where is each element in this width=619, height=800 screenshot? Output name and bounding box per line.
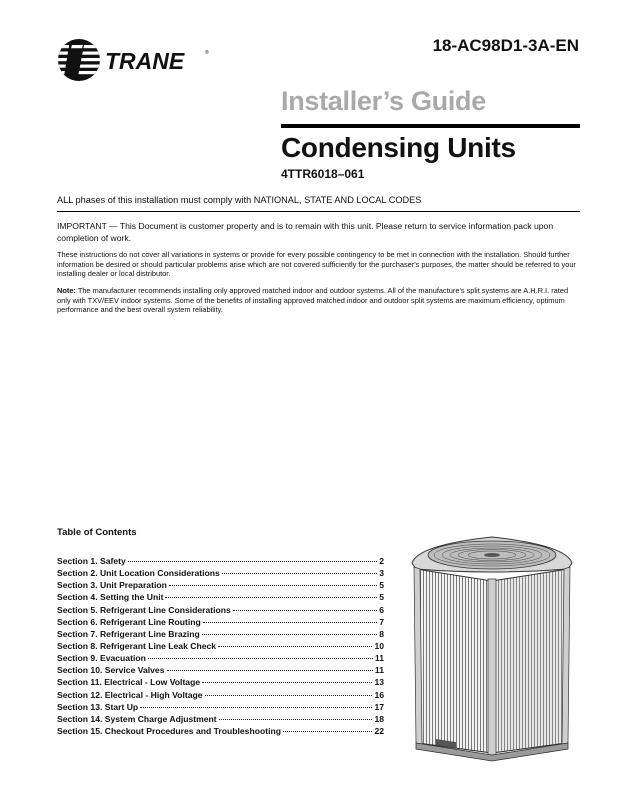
toc-entry-page: 10 [374, 640, 384, 651]
toc-entry[interactable] [57, 702, 384, 714]
toc-entry[interactable] [57, 629, 384, 641]
document-number: 18-AC98D1-3A-EN [432, 36, 579, 55]
toc-leader-dots [203, 622, 378, 623]
note-label: Note: [57, 286, 76, 295]
toc-leader-dots [233, 610, 377, 611]
toc-entry[interactable] [57, 568, 384, 580]
toc-entry-label: Section 3. Unit Preparation [57, 580, 167, 591]
toc-entry-label: Section 12. Electrical - High Voltage [57, 689, 203, 700]
svg-text:®: ® [205, 50, 209, 56]
toc-entry[interactable] [57, 665, 384, 677]
toc-entry-page: 11 [374, 665, 384, 676]
toc-entry-page: 6 [379, 604, 384, 615]
toc-entry[interactable] [57, 592, 384, 604]
toc-entry-page: 2 [379, 556, 384, 566]
toc-entry-page: 7 [379, 616, 384, 627]
toc-entry-page: 22 [374, 725, 384, 736]
note-paragraph [57, 286, 580, 315]
table-of-contents [57, 556, 384, 738]
note-text: The manufacturer recommends installing only approved matched indoor and outdoor systems. All of the manufacture's split systems are A.H.R.I. rated only with TXV/EEV indoor systems. Some of the benefits of installing approved matched indoor and outdoor split systems are maximum efficiency, optimum performance and the best overall system reliability. [57, 286, 569, 315]
toc-leader-dots [167, 670, 373, 671]
toc-leader-dots [222, 573, 377, 574]
toc-entry-page: 5 [379, 580, 384, 591]
toc-entry-label: Section 13. Start Up [57, 701, 139, 712]
toc-entry-label: Section 1. Safety [57, 556, 126, 566]
toc-title: Table of Contents [57, 527, 137, 538]
toc-leader-dots [148, 658, 373, 659]
toc-leader-dots [219, 719, 373, 720]
toc-entry[interactable] [57, 653, 384, 665]
toc-entry-page: 8 [379, 628, 384, 639]
toc-entry-label: Section 5. Refrigerant Line Considerations [57, 604, 231, 615]
toc-entry-label: Section 15. Checkout Procedures and Troubleshooting [57, 725, 281, 736]
toc-entry-label: Section 4. Setting the Unit [57, 592, 164, 603]
condensing-unit-illustration [398, 523, 586, 763]
toc-entry-page: 11 [374, 653, 384, 664]
toc-entry-label: Section 10. Service Valves [57, 665, 165, 676]
toc-leader-dots [169, 585, 377, 586]
toc-leader-dots [165, 597, 377, 598]
toc-entry-label: Section 11. Electrical - Low Voltage [57, 677, 201, 688]
toc-entry-page: 16 [374, 689, 384, 700]
toc-entry[interactable] [57, 556, 384, 568]
toc-entry[interactable] [57, 641, 384, 653]
toc-entry[interactable] [57, 580, 384, 592]
toc-leader-dots [202, 682, 372, 683]
toc-entry-label: Section 6. Refrigerant Line Routing [57, 616, 201, 627]
toc-entry-label: Section 9. Evacuation [57, 653, 146, 664]
compliance-text: ALL phases of this installation must comply with NATIONAL, STATE AND LOCAL CODES [57, 195, 422, 205]
toc-leader-dots [128, 561, 377, 562]
toc-entry[interactable] [57, 690, 384, 702]
toc-leader-dots [202, 634, 377, 635]
toc-entry[interactable] [57, 726, 384, 738]
toc-entry[interactable] [57, 714, 384, 726]
instructions-paragraph: These instructions do not cover all variations in systems or provide for every possible contingency to be met in connection with the installation. Should further information be desired or should particular problems arise which are not covered sufficiently for the purchaser's purposes, the matter should be referred to your installing dealer or local distributor. [57, 250, 576, 279]
toc-leader-dots [283, 731, 372, 732]
toc-entry-page: 17 [374, 701, 384, 712]
guide-heading: Installer’s Guide [281, 86, 486, 116]
toc-leader-dots [218, 646, 372, 647]
toc-entry-label: Section 14. System Charge Adjustment [57, 713, 217, 724]
toc-leader-dots [205, 695, 373, 696]
brand-name: TRANE [105, 48, 185, 74]
important-notice: IMPORTANT — This Document is customer property and is to remain with this unit. Please return to service information pack upon completion of work. [57, 221, 554, 243]
compliance-divider [57, 211, 580, 212]
toc-leader-dots [140, 707, 372, 708]
trane-logo [57, 36, 217, 86]
toc-entry-page: 3 [379, 568, 384, 579]
toc-entry-label: Section 8. Refrigerant Line Leak Check [57, 640, 217, 651]
page-title: Condensing Units [281, 132, 516, 163]
toc-entry-page: 5 [379, 592, 384, 603]
toc-entry[interactable] [57, 617, 384, 629]
toc-entry-label: Section 7. Refrigerant Line Brazing [57, 628, 200, 639]
model-number: 4TTR6018–061 [281, 167, 365, 181]
toc-entry-page: 18 [374, 713, 384, 724]
toc-entry[interactable] [57, 677, 384, 689]
toc-entry-label: Section 2. Unit Location Considerations [57, 568, 220, 579]
heading-divider [281, 124, 580, 128]
toc-entry[interactable] [57, 605, 384, 617]
toc-entry-page: 13 [374, 677, 384, 688]
